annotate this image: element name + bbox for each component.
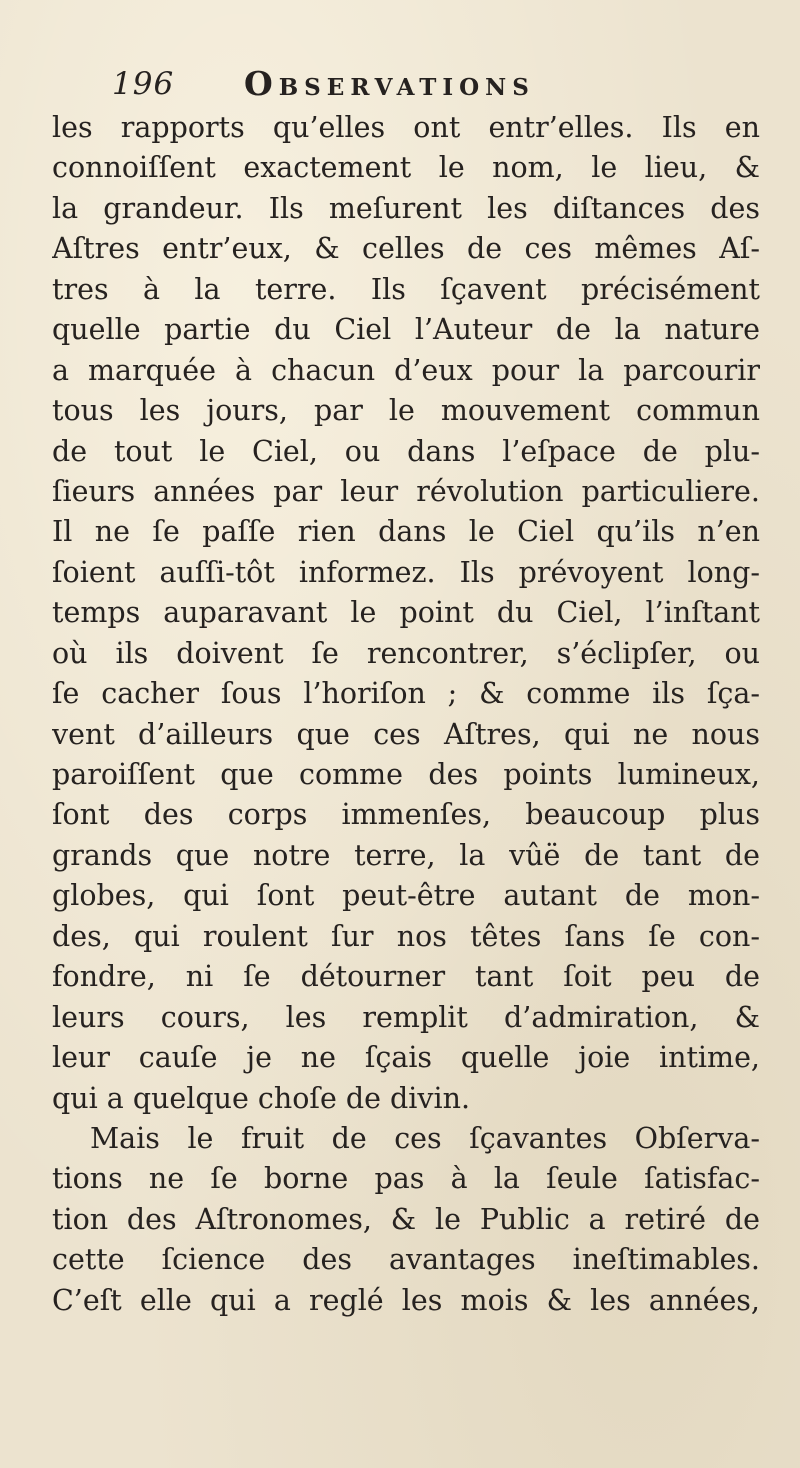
text-line: la grandeur. Ils meſurent les diſtances des	[52, 191, 760, 225]
page-number: 196	[112, 66, 175, 102]
text-line: où ils doivent ſe rencontrer, s’éclipſer, ou	[52, 636, 760, 670]
text-line: fondre, ni ſe détourner tant ſoit peu de	[52, 960, 760, 994]
text-line: grands que notre terre, la vûë de tant de	[52, 838, 760, 872]
text-line: tous les jours, par le mouvement commun	[52, 394, 760, 428]
text-line: les rapports qu’elles ont entr’elles. Ils en	[52, 111, 760, 144]
text-line: ſieurs années par leur révolution particuliere.	[52, 474, 760, 508]
text-line: de tout le Ciel, ou dans l’eſpace de plu-	[52, 434, 760, 468]
text-line-paragraph-end: qui a quelque choſe de divin.	[52, 1081, 471, 1115]
text-line: tres à la terre. Ils ſçavent précisément	[52, 272, 760, 306]
text-line: leurs cours, les remplit d’admiration, &	[52, 1000, 760, 1034]
text-line: ſoient auſſi-tôt informez. Ils prévoyent long-	[52, 555, 760, 589]
text-line: tion des Aſtronomes, & le Public a retiré de	[52, 1202, 760, 1236]
text-line: ſe cacher ſous l’horiſon ; & comme ils ſça-	[52, 677, 760, 711]
text-line: temps auparavant le point du Ciel, l’inſtant	[52, 596, 760, 630]
running-header	[112, 64, 632, 114]
text-line: quelle partie du Ciel l’Auteur de la nature	[52, 313, 760, 347]
text-line: vent d’ailleurs que ces Aſtres, qui ne nous	[52, 717, 760, 751]
running-title: Observations	[244, 64, 535, 103]
text-line: a marquée à chacun d’eux pour la parcourir	[52, 353, 760, 387]
text-line: C’eſt elle qui a reglé les mois & les années,	[52, 1283, 760, 1317]
body-text	[52, 108, 760, 1321]
text-line: Aſtres entr’eux, & celles de ces mêmes Aſ-	[52, 232, 760, 266]
text-line-paragraph-start: Mais le fruit de ces ſçavantes Obſerva-	[90, 1121, 760, 1155]
text-line: Il ne ſe paſſe rien dans le Ciel qu’ils n’en	[52, 515, 760, 549]
text-line: ſont des corps immenſes, beaucoup plus	[52, 798, 760, 832]
text-line: connoiſſent exactement le nom, le lieu, &	[52, 151, 760, 185]
text-line: cette ſcience des avantages ineſtimables.	[52, 1243, 760, 1277]
text-line: leur cauſe je ne ſçais quelle joie intime,	[52, 1041, 760, 1075]
text-line: globes, qui ſont peut-être autant de mon-	[52, 879, 760, 913]
text-line: paroiſſent que comme des points lumineux,	[52, 758, 760, 791]
text-line: tions ne ſe borne pas à la ſeule ſatisfac-	[52, 1162, 760, 1196]
text-line: des, qui roulent ſur nos têtes ſans ſe con-	[52, 919, 760, 953]
